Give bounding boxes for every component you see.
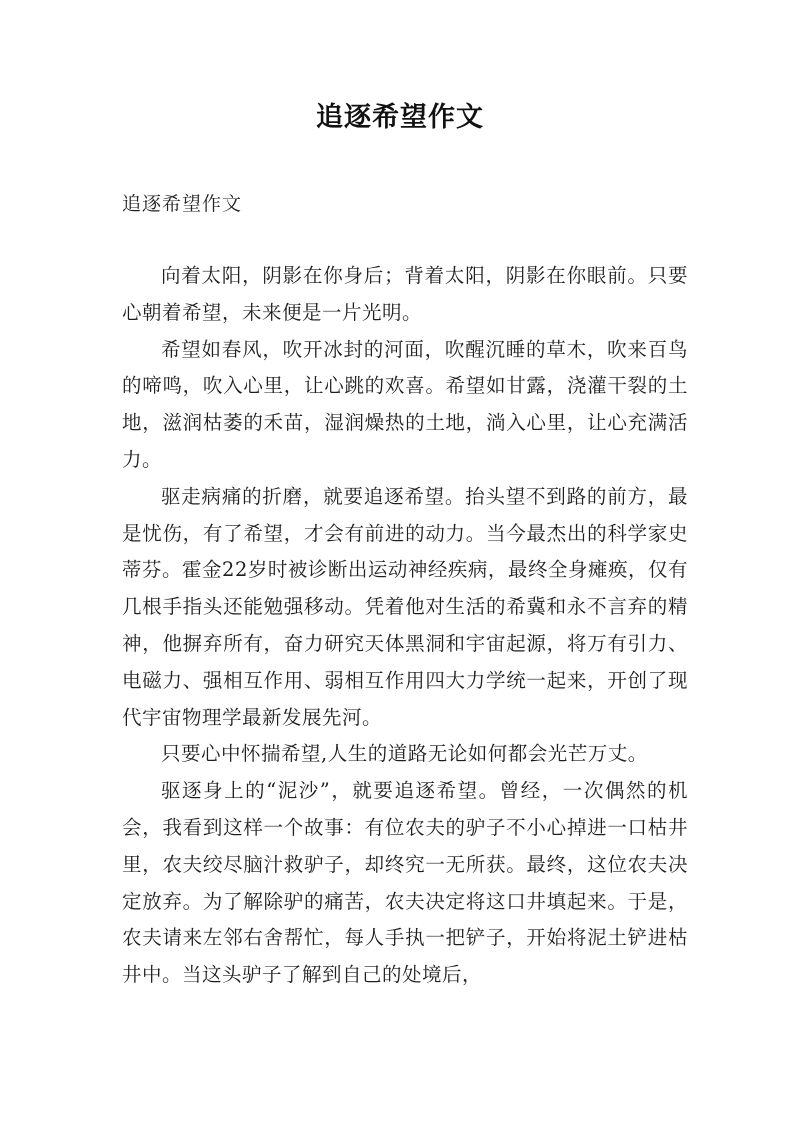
- document-title: 追逐希望作文: [316, 102, 484, 133]
- document-subtitle: 追逐希望作文: [122, 193, 243, 215]
- paragraph: 希望如春风，吹开冰封的河面，吹醒沉睡的草木，吹来百鸟的啼鸣，吹入心里，让心跳的欢喜。希望如甘露，浇灌干裂的土地，滋润枯萎的禾苗，湿润燥热的土地，淌入心里，让心充满活力。: [122, 337, 688, 471]
- paragraph: 驱逐身上的“泥沙”，就要追逐希望。曾经，一次偶然的机会，我看到这样一个故事：有位农夫的驴子不小心掉进一口枯井里，农夫绞尽脑汁救驴子，却终究一无所获。最终，这位农夫决定放弃。为了解除驴的痛苦，农夫决定将这口井填起来。于是，农夫请来左邻右舍帮忙，每人手执一把铲子，开始将泥土铲进枯井中。当这头驴子了解到自己的处境后，: [122, 779, 688, 987]
- paragraph: 驱走病痛的折磨，就要追逐希望。抬头望不到路的前方，最是忧伤，有了希望，才会有前进的动力。当今最杰出的科学家史蒂芬。霍金22岁时被诊断出运动神经疾病，最终全身瘫痪，仅有几根手指头还能勉强移动。凭着他对生活的希冀和永不言弃的精神，他摒弃所有，奋力研究天体黑洞和宇宙起源，将万有引力、电磁力、强相互作用、弱相互作用四大力学统一起来，开创了现代宇宙物理学最新发展先河。: [122, 484, 688, 729]
- document-body: [122, 258, 688, 994]
- paragraph: 向着太阳，阴影在你身后；背着太阳，阴影在你眼前。只要心朝着希望，未来便是一片光明。: [122, 264, 688, 324]
- paragraph: 只要心中怀揣希望,人生的道路无论如何都会光芒万丈。: [161, 742, 648, 766]
